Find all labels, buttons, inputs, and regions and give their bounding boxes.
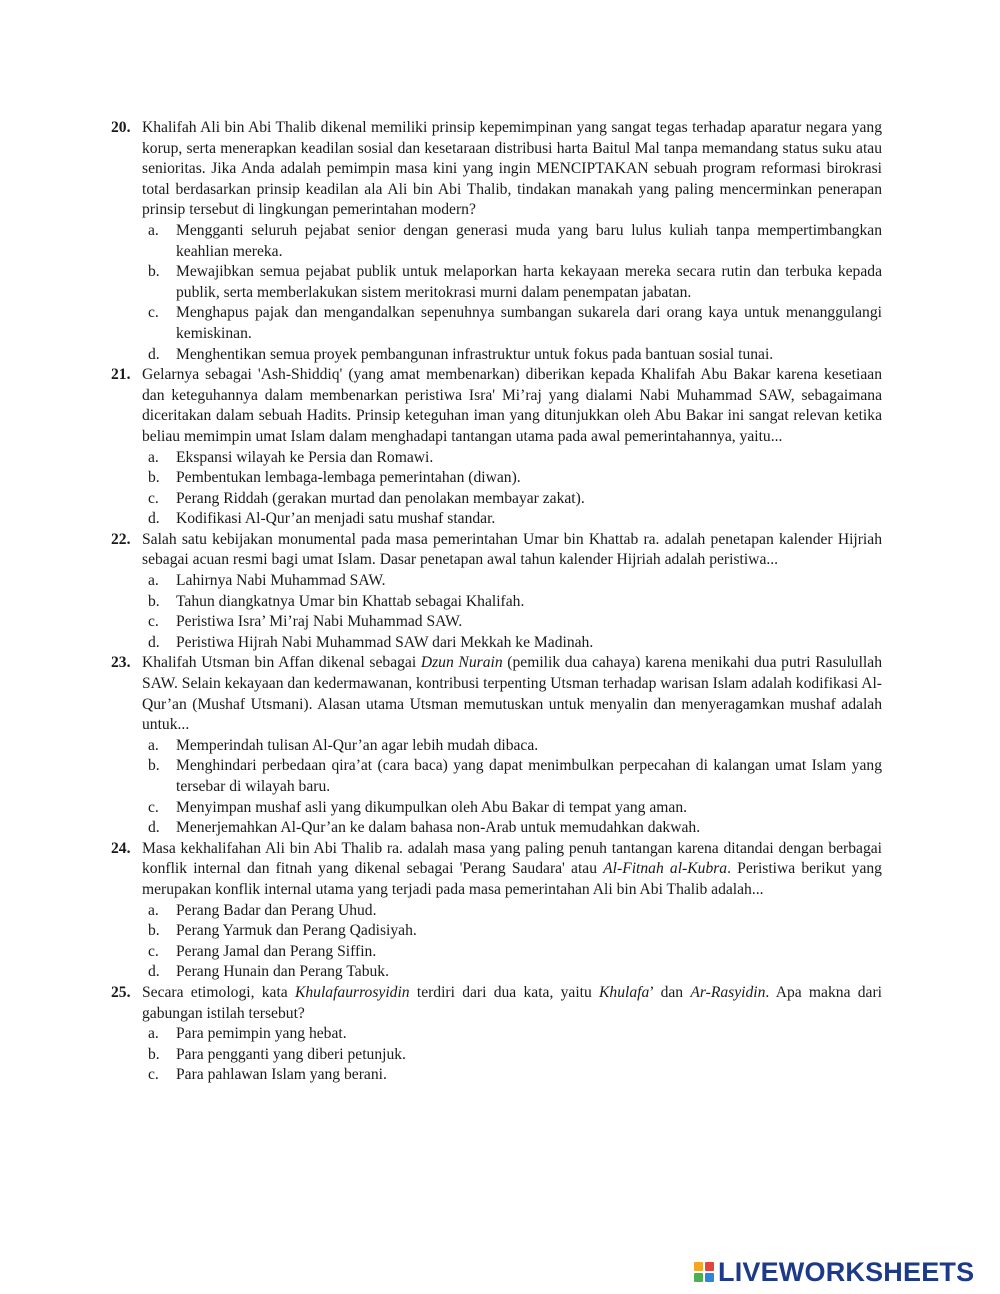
- option-a[interactable]: [142, 221, 882, 262]
- question-body: [142, 839, 882, 983]
- question-number: 25.: [111, 983, 131, 1001]
- option-text: Pembentukan lembaga-lembaga pemerintahan (diwan).: [176, 469, 521, 487]
- option-text: Perang Jamal dan Perang Siffin.: [176, 942, 377, 960]
- question-text-part: Khalifah Ali bin Abi Thalib dikenal memiliki prinsip kepemimpinan yang sangat tegas terhadap aparatur negara yang korup, serta menerapkan keadilan sosial dan kesetaraan distribusi harta Baitul Mal tanpa memandang status suku atau senioritas. Jika Anda adalah pemimpin masa kini yang ingin MENCIPTAKAN sebuah program reformasi birokrasi total berdasarkan prinsip keadilan ala Ali bin Abi Thalib, tindakan manakah yang paling mencerminkan penerapan prinsip tersebut di lingkungan pemerintahan modern?: [142, 119, 882, 219]
- option-d[interactable]: [142, 509, 882, 530]
- option-text: Ekspansi wilayah ke Persia dan Romawi.: [176, 448, 434, 466]
- option-text: Memperindah tulisan Al-Qur’an agar lebih mudah dibaca.: [176, 736, 539, 754]
- option-text: Menerjemahkan Al-Qur’an ke dalam bahasa non-Arab untuk memudahkan dakwah.: [176, 819, 701, 837]
- question-body: [142, 653, 882, 838]
- option-a[interactable]: [142, 571, 882, 592]
- option-letter: d.: [148, 345, 160, 363]
- option-letter: b.: [148, 469, 160, 487]
- option-letter: a.: [148, 1025, 159, 1043]
- option-letter: c.: [148, 489, 159, 507]
- option-text: Menghapus pajak dan mengandalkan sepenuhnya sumbangan sukarela dari orang kaya untuk menanggulangi kemiskinan.: [176, 304, 882, 342]
- option-text: Perang Riddah (gerakan murtad dan penolakan membayar zakat).: [176, 489, 585, 507]
- logo-square: [694, 1262, 703, 1271]
- option-c[interactable]: [142, 489, 882, 510]
- option-c[interactable]: [142, 303, 882, 344]
- option-text: Peristiwa Isra’ Mi’raj Nabi Muhammad SAW.: [176, 613, 463, 631]
- option-text: Peristiwa Hijrah Nabi Muhammad SAW dari Mekkah ke Madinah.: [176, 633, 594, 651]
- option-a[interactable]: [142, 901, 882, 922]
- question-text: [142, 839, 882, 901]
- option-d[interactable]: [142, 962, 882, 983]
- option-text: Perang Badar dan Perang Uhud.: [176, 901, 377, 919]
- question-text-part: . Peristiwa berikut yang merupakan konflik internal utama yang terjadi pada masa pemerintahan Ali bin Abi Thalib adalah...: [142, 860, 882, 898]
- question-text-part: (pemilik dua cahaya) karena menikahi dua putri Rasulullah SAW. Selain kekayaan dan kedermawanan, kontribusi terpenting Utsman terhadap warisan Islam adalah kodifikasi Al-Qur’an (Mushaf Utsmani). Alasan utama Utsman memutuskan untuk menyalin dan menyeragamkan mushaf adalah untuk...: [142, 654, 882, 734]
- logo-square: [694, 1273, 703, 1282]
- option-c[interactable]: [142, 798, 882, 819]
- option-d[interactable]: [142, 633, 882, 654]
- question-text-part: Salah satu kebijakan monumental pada masa pemerintahan Umar bin Khattab ra. adalah penetapan kalender Hijriah sebagai acuan resmi bagi umat Islam. Dasar penetapan awal tahun kalender Hijriah adalah peristiwa...: [142, 530, 882, 569]
- option-text: Lahirnya Nabi Muhammad SAW.: [176, 572, 386, 590]
- question-text-part: terdiri dari dua kata, yaitu: [409, 983, 600, 1001]
- option-letter: c.: [148, 942, 159, 960]
- question-text: [142, 530, 882, 571]
- option-d[interactable]: [142, 818, 882, 839]
- question-text-part: ’ dan: [649, 983, 691, 1001]
- option-text: Kodifikasi Al-Qur’an menjadi satu mushaf standar.: [176, 510, 496, 528]
- question-number: 23.: [111, 654, 131, 672]
- option-letter: a.: [148, 572, 159, 590]
- question-22: [111, 530, 882, 654]
- option-text: Mewajibkan semua pejabat publik untuk melaporkan harta kekayaan mereka secara rutin dan terbuka kepada publik, serta memberlakukan sistem meritokrasi murni dalam penempatan jabatan.: [176, 263, 882, 301]
- question-text: [142, 653, 882, 735]
- option-letter: d.: [148, 819, 160, 837]
- logo-text: LIVEWORKSHEETS: [718, 1256, 975, 1287]
- option-b[interactable]: [142, 921, 882, 942]
- liveworksheets-logo[interactable]: [694, 1257, 974, 1287]
- option-text: Perang Yarmuk dan Perang Qadisiyah.: [176, 922, 417, 940]
- option-c[interactable]: [142, 612, 882, 633]
- option-letter: b.: [148, 1045, 160, 1063]
- question-text-part: Gelarnya sebagai 'Ash-Shiddiq' (yang amat membenarkan) diberikan kepada Khalifah Abu Bakar karena kesetiaan dan keteguhannya dalam membenarkan peristiwa Isra' Mi’raj yang dialami Nabi Muhammad SAW, sebagaimana diceritakan dalam sebuah Hadits. Prinsip keteguhan iman yang ditunjukkan oleh Abu Bakar ini sangat relevan ketika beliau memimpin umat Islam dalam menghadapi tantangan utama pada awal pemerintahannya, yaitu...: [142, 366, 882, 445]
- option-text: Perang Hunain dan Perang Tabuk.: [176, 963, 389, 981]
- option-letter: c.: [148, 1066, 159, 1084]
- option-letter: b.: [148, 263, 160, 281]
- question-text-italic: Khulafaurrosyidin: [294, 983, 410, 1001]
- option-b[interactable]: [142, 756, 882, 797]
- option-letter: d.: [148, 633, 160, 651]
- option-letter: a.: [148, 221, 159, 239]
- option-c[interactable]: [142, 942, 882, 963]
- option-a[interactable]: [142, 1024, 882, 1045]
- question-text-part: Khalifah Utsman bin Affan dikenal sebagai: [142, 654, 421, 672]
- question-21: [111, 365, 882, 530]
- option-text: Menghentikan semua proyek pembangunan infrastruktur untuk fokus pada bantuan sosial tunai.: [176, 345, 774, 363]
- option-letter: b.: [148, 922, 160, 940]
- option-letter: c.: [148, 304, 159, 322]
- option-a[interactable]: [142, 736, 882, 757]
- question-number: 24.: [111, 839, 131, 857]
- worksheet: [111, 118, 882, 1086]
- option-text: Menghindari perbedaan qira’at (cara baca) yang dapat menimbulkan perpecahan di kalangan umat Islam yang tersebar di wilayah baru.: [176, 757, 882, 795]
- option-text: Menyimpan mushaf asli yang dikumpulkan oleh Abu Bakar di tempat yang aman.: [176, 798, 688, 816]
- question-number: 20.: [111, 119, 131, 136]
- question-body: [142, 983, 882, 1086]
- option-letter: a.: [148, 448, 159, 466]
- question-text-italic: Dzun Nurain: [420, 654, 503, 672]
- question-23: [111, 653, 882, 838]
- option-text: Mengganti seluruh pejabat senior dengan generasi muda yang baru lulus kuliah tanpa mempertimbangkan keahlian mereka.: [176, 221, 882, 260]
- option-b[interactable]: [142, 592, 882, 613]
- option-b[interactable]: [142, 1045, 882, 1066]
- option-a[interactable]: [142, 448, 882, 469]
- option-letter: b.: [148, 757, 160, 775]
- option-letter: a.: [148, 736, 159, 754]
- option-text: Para pengganti yang diberi petunjuk.: [176, 1045, 406, 1063]
- question-text: [142, 983, 882, 1024]
- option-letter: c.: [148, 798, 159, 816]
- question-text-part: . Apa makna dari gabungan istilah tersebut?: [142, 983, 882, 1022]
- question-body: [142, 365, 882, 530]
- logo-square: [705, 1273, 714, 1282]
- question-number: 21.: [111, 366, 131, 384]
- question-body: [142, 530, 882, 654]
- question-text: [142, 118, 882, 221]
- option-letter: c.: [148, 613, 159, 631]
- question-20: [111, 118, 882, 365]
- option-letter: b.: [148, 592, 160, 610]
- question-25: [111, 983, 882, 1086]
- question-number: 22.: [111, 530, 131, 548]
- option-b[interactable]: [142, 468, 882, 489]
- option-letter: a.: [148, 901, 159, 919]
- option-letter: d.: [148, 963, 160, 981]
- option-letter: d.: [148, 510, 160, 528]
- question-text-italic: Khulafa: [599, 983, 650, 1001]
- question-text-italic: Al-Fitnah al-Kubra: [603, 860, 728, 878]
- option-b[interactable]: [142, 262, 882, 303]
- question-body: [142, 118, 882, 365]
- question-text-part: Masa kekhalifahan Ali bin Abi Thalib ra. adalah masa yang paling penuh tantangan karena ditandai dengan berbagai konflik internal dan fitnah yang dikenal sebagai 'Perang Saudara' atau: [142, 839, 882, 878]
- question-text-italic: Ar-Rasyidin: [690, 983, 766, 1001]
- question-text-part: Secara etimologi, kata: [142, 983, 295, 1001]
- question-text: [142, 365, 882, 447]
- option-d[interactable]: [142, 345, 882, 366]
- logo-square: [705, 1262, 714, 1271]
- option-text: Para pemimpin yang hebat.: [176, 1025, 347, 1043]
- option-c[interactable]: [142, 1065, 882, 1086]
- liveworksheets-logo-icon: [694, 1262, 714, 1282]
- option-text: Para pahlawan Islam yang berani.: [176, 1066, 387, 1084]
- option-text: Tahun diangkatnya Umar bin Khattab sebagai Khalifah.: [176, 592, 525, 610]
- question-24: [111, 839, 882, 983]
